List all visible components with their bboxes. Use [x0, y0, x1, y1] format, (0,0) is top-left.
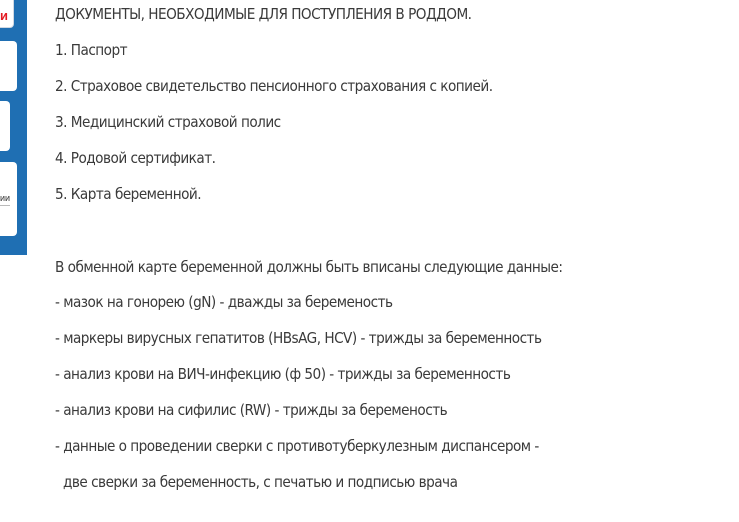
- exchange-card-intro: В обменной карте беременной должны быть вписаны следующие данные:: [55, 258, 563, 276]
- document-list-item: 2. Страховое свидетельство пенсионного страхования с копией.: [55, 77, 493, 95]
- exchange-card-item-continuation: две сверки за беременность, с печатью и подписью врача: [63, 473, 458, 491]
- sidebar-card-divider: [0, 205, 10, 206]
- exchange-card-item: - анализ крови на ВИЧ-инфекцию (ф 50) - трижды за беременность: [55, 365, 511, 383]
- exchange-card-item: - данные о проведении сверки с противотуберкулезным диспансером -: [55, 437, 539, 455]
- sidebar-card[interactable]: [0, 101, 10, 151]
- exchange-card-item: - анализ крови на сифилис (RW) - трижды за беременость: [55, 401, 448, 419]
- sidebar-card-logo[interactable]: [0, 0, 14, 28]
- sidebar-card-text-fragment: и: [0, 8, 8, 23]
- sidebar-card[interactable]: [0, 41, 17, 91]
- sidebar-card-text-fragment: ии: [0, 193, 11, 203]
- document-list-item: 5. Карта беременной.: [55, 185, 202, 203]
- document-list-item: 4. Родовой сертификат.: [55, 149, 216, 167]
- document-list-item: 3. Медицинский страховой полис: [55, 113, 281, 131]
- article-heading: ДОКУМЕНТЫ, НЕОБХОДИМЫЕ ДЛЯ ПОСТУПЛЕНИЯ В РОДДОМ.: [55, 5, 472, 23]
- sidebar-card[interactable]: [0, 162, 17, 236]
- exchange-card-item: - маркеры вирусных гепатитов (HBsAG, HCV) - трижды за беременность: [55, 329, 542, 347]
- document-list-item: 1. Паспорт: [55, 41, 128, 59]
- sidebar-panel: [0, 0, 27, 255]
- exchange-card-item: - мазок на гонорею (gN) - дважды за беременость: [55, 293, 393, 311]
